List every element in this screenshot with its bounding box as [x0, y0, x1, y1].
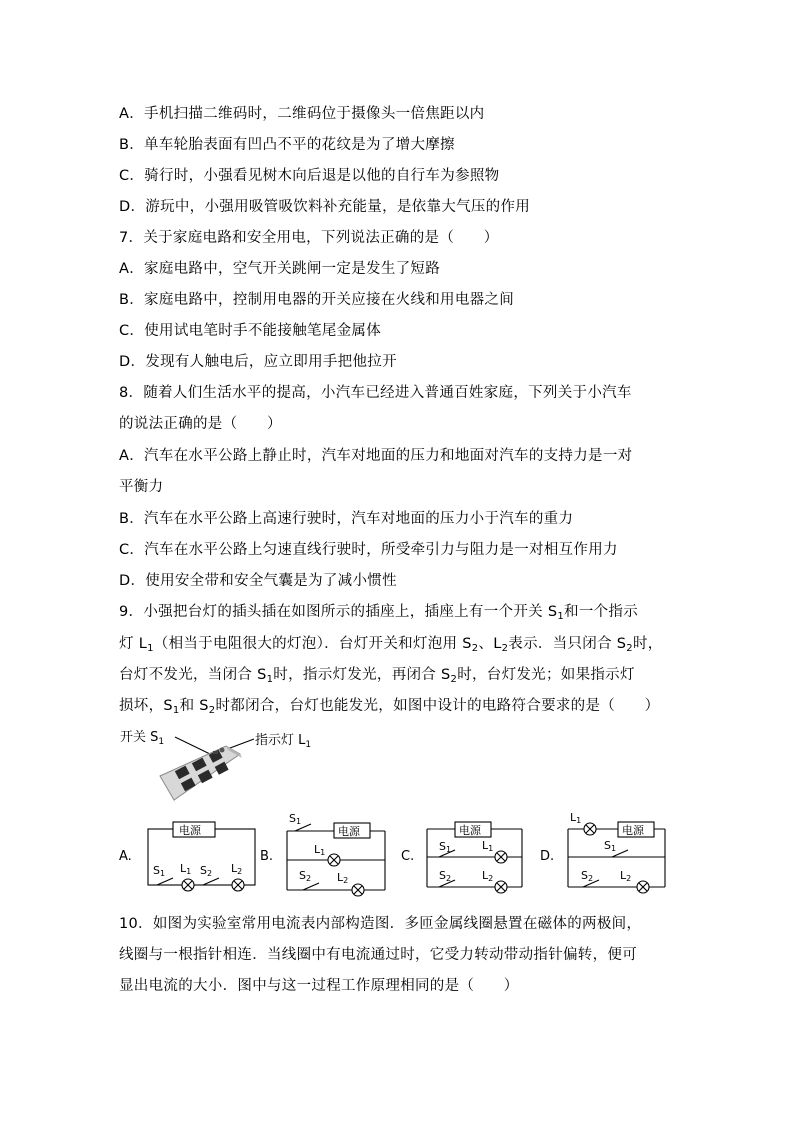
q8-option-d: D．使用安全带和安全气囊是为了减小惯性 [119, 573, 397, 589]
q8-stem-line2: 的说法正确的是（ ） [119, 416, 282, 432]
q7-option-a: A．家庭电路中，空气开关跳闸一定是发生了短路 [119, 261, 441, 277]
fig-indicator-label: 指示灯 $L_1$ [255, 733, 312, 750]
circuit-options-figure [115, 812, 675, 898]
q7-stem: 7．关于家庭电路和安全用电，下列说法正确的是（ ） [119, 230, 499, 246]
q8-option-b: B．汽车在水平公路上高速行驶时，汽车对地面的压力小于汽车的重力 [119, 511, 574, 527]
svg-text:L2: L2 [482, 869, 494, 883]
q6-option-b: B．单车轮胎表面有凹凸不平的花纹是为了增大摩擦 [119, 137, 455, 153]
q10-stem-line2: 线圈与一根指针相连．当线圈中有电流通过时，它受力转动带动指针偏转，便可 [119, 947, 637, 963]
svg-text:S2: S2 [439, 869, 452, 883]
q7-option-d: D．发现有人触电后，应立即用手把他拉开 [119, 354, 397, 370]
svg-text:S1: S1 [604, 839, 617, 853]
q9-stem-line3: 台灯不发光，当闭合 $S_1$时，指示灯发光，再闭合 $S_2$时，台灯发光；如果指示灯 [119, 667, 635, 685]
q9-stem-line2: 灯 $L_1$（相当于电阻很大的灯泡）．台灯开关和灯泡用 $S_2$、$L_2$表示．当只闭合 $S_2$时， [119, 636, 663, 654]
q7-option-b: B．家庭电路中，控制用电器的开关应接在火线和用电器之间 [119, 292, 515, 308]
circuit-d [568, 822, 665, 893]
q8-option-a-line1: A．汽车在水平公路上静止时，汽车对地面的压力和地面对汽车的支持力是一对 [119, 448, 633, 464]
power-label-c: 电源 [459, 824, 481, 837]
power-label-b: 电源 [338, 825, 360, 838]
q6-option-a: A．手机扫描二维码时，二维码位于摄像头一倍焦距以内 [119, 106, 485, 122]
q8-stem-line1: 8．随着人们生活水平的提高，小汽车已经进入普通百姓家庭，下列关于小汽车 [119, 385, 632, 401]
svg-text:L2: L2 [337, 871, 349, 885]
fig-switch-label: 开关 $S_1$ [120, 730, 165, 747]
power-strip-icon [160, 746, 242, 804]
option-d-label: D. [540, 849, 555, 864]
q10-stem-line1: 10．如图为实验室常用电流表内部构造图．多匝金属线圈悬置在磁体的两极间， [119, 916, 642, 932]
power-label-d: 电源 [622, 824, 644, 837]
option-c-label: C. [401, 849, 415, 864]
q9-stem-line4: 损坏，$S_1$和 $S_2$时都闭合，台灯也能发光，如图中设计的电路符合要求的是（ ） [119, 698, 660, 716]
option-b-label: B. [260, 849, 274, 864]
circuit-b [287, 823, 385, 896]
svg-text:S2: S2 [200, 864, 213, 878]
svg-text:L1: L1 [314, 843, 326, 857]
svg-text:S2: S2 [299, 869, 312, 883]
q6-option-c: C．骑行时，小强看见树木向后退是以他的自行车为参照物 [119, 168, 500, 184]
svg-text:S2: S2 [581, 869, 594, 883]
q10-stem-line3: 显出电流的大小．图中与这一过程工作原理相同的是（ ） [119, 978, 519, 994]
q6-option-d: D．游玩中，小强用吸管吸饮料补充能量，是依靠大气压的作用 [119, 199, 531, 215]
q8-option-a-line2: 平衡力 [119, 479, 164, 495]
power-label-a: 电源 [179, 824, 201, 837]
option-a-label: A. [119, 849, 132, 864]
svg-text:L1: L1 [570, 812, 582, 825]
q8-option-c: C．汽车在水平公路上匀速直线行驶时，所受牵引力与阻力是一对相互作用力 [119, 542, 618, 558]
power-strip-figure [118, 724, 328, 806]
q7-option-c: C．使用试电笔时手不能接触笔尾金属体 [119, 323, 382, 339]
svg-text:L2: L2 [620, 869, 632, 883]
svg-text:L1: L1 [180, 862, 192, 876]
svg-text:S1: S1 [289, 812, 302, 826]
q9-stem-line1: 9．小强把台灯的插头插在如图所示的插座上，插座上有一个开关 $S_1$和一个指示 [119, 604, 639, 622]
svg-text:L1: L1 [482, 839, 494, 853]
circuit-a [148, 822, 255, 891]
svg-text:L2: L2 [231, 862, 243, 876]
svg-text:S1: S1 [153, 864, 166, 878]
svg-text:S1: S1 [439, 840, 452, 854]
